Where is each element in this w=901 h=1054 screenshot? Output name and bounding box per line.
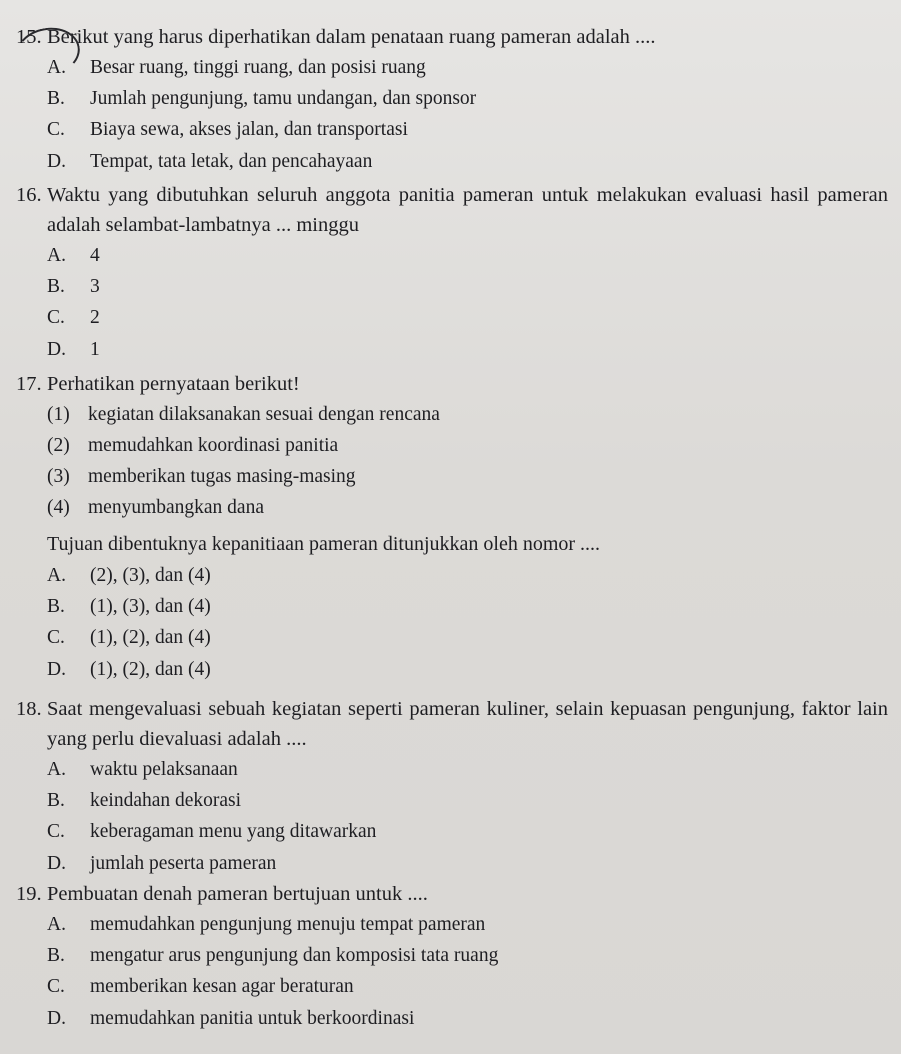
option-letter: D. bbox=[47, 852, 66, 874]
option-text: 3 bbox=[90, 276, 100, 298]
option-d[interactable] bbox=[47, 1003, 888, 1034]
statement-text: kegiatan dilaksanakan sesuai dengan rencana bbox=[88, 404, 440, 425]
option-b[interactable] bbox=[47, 271, 888, 302]
question-number: 18. bbox=[16, 698, 42, 720]
statement-2 bbox=[47, 430, 888, 461]
option-text: 2 bbox=[90, 307, 100, 329]
sub-question-text: Tujuan dibentuknya kepanitiaan pameran ditunjukkan oleh nomor .... bbox=[47, 533, 601, 555]
question-text: Pembuatan denah pameran bertujuan untuk .... bbox=[47, 883, 428, 905]
question-text: Saat mengevaluasi sebuah kegiatan seperti pameran kuliner, selain kepuasan pengunjung, faktor lain yang perlu dievaluasi adalah .... bbox=[47, 698, 888, 750]
question-number: 16. bbox=[16, 184, 42, 206]
option-letter: A. bbox=[47, 57, 66, 78]
option-letter: C. bbox=[47, 307, 65, 329]
option-c[interactable] bbox=[47, 816, 888, 847]
option-letter: B. bbox=[47, 88, 65, 110]
option-d[interactable] bbox=[47, 146, 888, 177]
question-text: Perhatikan pernyataan berikut! bbox=[47, 373, 300, 395]
option-d[interactable] bbox=[47, 654, 888, 685]
option-text: 4 bbox=[90, 245, 100, 266]
statement-text: memudahkan koordinasi panitia bbox=[88, 435, 339, 456]
option-b[interactable] bbox=[47, 940, 888, 971]
question-text: Berikut yang harus diperhatikan dalam penataan ruang pameran adalah .... bbox=[47, 26, 656, 48]
option-text: jumlah peserta pameran bbox=[90, 852, 277, 874]
question-number: 19. bbox=[16, 883, 42, 905]
option-text: Besar ruang, tinggi ruang, dan posisi ruang bbox=[90, 57, 426, 78]
question-15 bbox=[16, 22, 888, 177]
option-letter: A. bbox=[47, 759, 66, 780]
option-letter: B. bbox=[47, 945, 65, 967]
statement-number: (1) bbox=[47, 404, 70, 425]
question-text: Waktu yang dibutuhkan seluruh anggota panitia pameran untuk melakukan evaluasi hasil pameran adalah selambat-lambatnya ... minggu bbox=[47, 184, 888, 236]
option-text: keindahan dekorasi bbox=[90, 790, 242, 812]
option-letter: D. bbox=[47, 1007, 66, 1029]
option-text: (2), (3), dan (4) bbox=[90, 565, 211, 586]
option-text: Jumlah pengunjung, tamu undangan, dan sponsor bbox=[90, 88, 477, 110]
option-letter: B. bbox=[47, 276, 65, 298]
option-c[interactable] bbox=[47, 622, 888, 653]
question-16 bbox=[16, 180, 888, 365]
option-letter: D. bbox=[47, 338, 66, 360]
option-text: memudahkan pengunjung menuju tempat pameran bbox=[90, 914, 486, 935]
question-17 bbox=[16, 369, 888, 685]
option-b[interactable] bbox=[47, 591, 888, 622]
option-a[interactable] bbox=[47, 52, 888, 83]
option-text: 1 bbox=[90, 338, 100, 360]
statement-number: (3) bbox=[47, 466, 70, 487]
option-text: memberikan kesan agar beraturan bbox=[90, 976, 354, 998]
option-letter: A. bbox=[47, 914, 66, 935]
option-d[interactable] bbox=[47, 334, 888, 365]
option-text: mengatur arus pengunjung dan komposisi tata ruang bbox=[90, 945, 499, 967]
option-a[interactable] bbox=[47, 754, 888, 785]
option-a[interactable] bbox=[47, 240, 888, 271]
option-letter: C. bbox=[47, 821, 65, 843]
option-text: memudahkan panitia untuk berkoordinasi bbox=[90, 1007, 415, 1029]
option-text: (1), (3), dan (4) bbox=[90, 596, 211, 618]
option-text: Biaya sewa, akses jalan, dan transportasi bbox=[90, 119, 408, 141]
option-letter: A. bbox=[47, 245, 66, 266]
question-number: 17. bbox=[16, 373, 42, 395]
option-letter: C. bbox=[47, 119, 65, 141]
statement-3 bbox=[47, 461, 888, 492]
option-letter: B. bbox=[47, 790, 65, 812]
option-letter: C. bbox=[47, 976, 65, 998]
option-b[interactable] bbox=[47, 785, 888, 816]
option-text: Tempat, tata letak, dan pencahayaan bbox=[90, 150, 373, 172]
option-c[interactable] bbox=[47, 114, 888, 145]
option-text: (1), (2), dan (4) bbox=[90, 627, 211, 649]
option-a[interactable] bbox=[47, 909, 888, 940]
option-text: waktu pelaksanaan bbox=[90, 759, 238, 780]
option-letter: B. bbox=[47, 596, 65, 618]
option-letter: D. bbox=[47, 658, 66, 680]
option-text: (1), (2), dan (4) bbox=[90, 658, 211, 680]
option-letter: D. bbox=[47, 150, 66, 172]
statement-number: (2) bbox=[47, 435, 70, 456]
option-text: keberagaman menu yang ditawarkan bbox=[90, 821, 377, 843]
option-letter: C. bbox=[47, 627, 65, 649]
option-letter: A. bbox=[47, 565, 66, 586]
question-19 bbox=[16, 879, 888, 1034]
statement-number: (4) bbox=[47, 497, 70, 518]
option-b[interactable] bbox=[47, 83, 888, 114]
question-number: 15. bbox=[16, 26, 42, 48]
option-d[interactable] bbox=[47, 848, 888, 879]
statement-text: memberikan tugas masing-masing bbox=[88, 466, 356, 487]
statement-1 bbox=[47, 399, 888, 430]
option-a[interactable] bbox=[47, 560, 888, 591]
question-18 bbox=[16, 694, 888, 879]
option-c[interactable] bbox=[47, 971, 888, 1002]
option-c[interactable] bbox=[47, 302, 888, 333]
statement-text: menyumbangkan dana bbox=[88, 497, 264, 518]
statement-4 bbox=[47, 492, 888, 523]
